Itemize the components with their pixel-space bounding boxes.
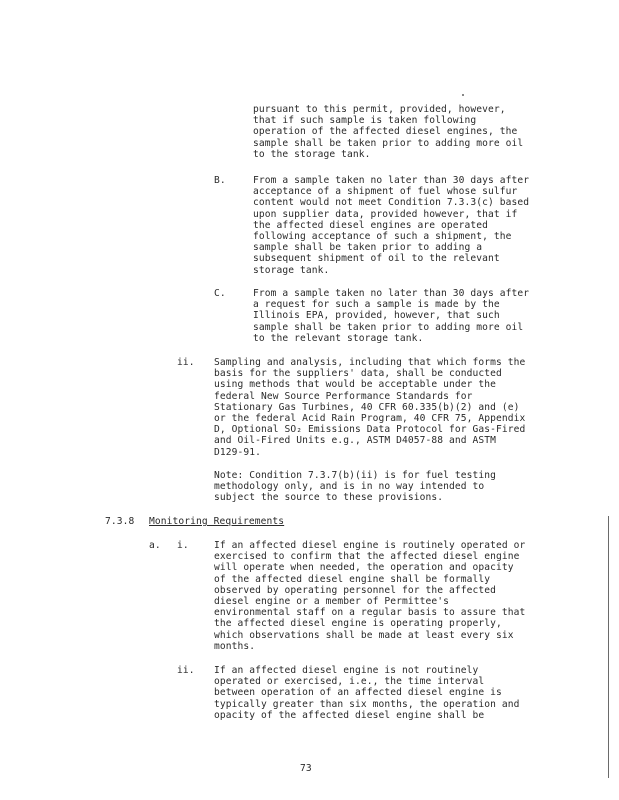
item-marker-c: C.: [214, 288, 226, 299]
item-marker-b: B.: [214, 175, 226, 186]
note-paragraph: Note: Condition 7.3.7(b)(ii) is for fuel testing methodology only, and is in no way intended to subject the source to these provisions.: [214, 470, 497, 504]
item-a-ii-text: If an affected diesel engine is not routinely operated or exercised, i.e., the time interval between operation of an affected diesel engine is typically greater than six months, the operation and opacity of the affected diesel engine shall be: [214, 665, 520, 721]
item-b-text: From a sample taken no later than 30 days after acceptance of a shipment of fuel whose sulfur content would not meet Condition 7.3.3(c) based upon supplier data, provided however, that if the affected diesel engines are operated following acceptance of such a shipment, the sample shall be taken prior to adding a subsequent shipment of oil to the relevant storage tank.: [253, 175, 530, 276]
item-marker-a: a.: [149, 540, 161, 551]
item-c-text: From a sample taken no later than 30 days after a request for such a sample is made by the Illinois EPA, provided, however, that such sample shall be taken prior to adding more oil to the relevant storage tank.: [253, 288, 530, 344]
item-marker-ii: ii.: [177, 357, 195, 368]
section-number: 7.3.8: [105, 516, 135, 527]
item-marker-a-i: i.: [177, 540, 189, 551]
page-number: 73: [300, 763, 312, 774]
revision-bar: [608, 516, 609, 778]
item-marker-a-ii: ii.: [177, 665, 195, 676]
continued-paragraph: pursuant to this permit, provided, however, that if such sample is taken following operation of the affected diesel engines, the sample shall be taken prior to adding more oil to the storage tank.: [253, 104, 524, 160]
scan-speck: [462, 94, 464, 96]
item-a-i-text: If an affected diesel engine is routinely operated or exercised to confirm that the affected diesel engine will operate when needed, the operation and opacity of the affected diesel engine shall be formally observed by operating personnel for the affected diesel engine or a member of Permittee's environmental staff on a regular basis to assure that the affected diesel engine is operating properly, which observations shall be made at least every six months.: [214, 540, 526, 652]
item-ii-text: Sampling and analysis, including that which forms the basis for the suppliers' data, shall be conducted using methods that would be acceptable under the federal New Source Performance Standards for Stationary Gas Turbines, 40 CFR 60.335(b)(2) and (e) or the federal Acid Rain Program, 40 CFR 75, Appendix D, Optional SO₂ Emissions Data Protocol for Gas-Fired and Oil-Fired Units e.g., ASTM D4057-88 and ASTM D129-91.: [214, 357, 526, 458]
section-heading: Monitoring Requirements: [149, 516, 285, 527]
